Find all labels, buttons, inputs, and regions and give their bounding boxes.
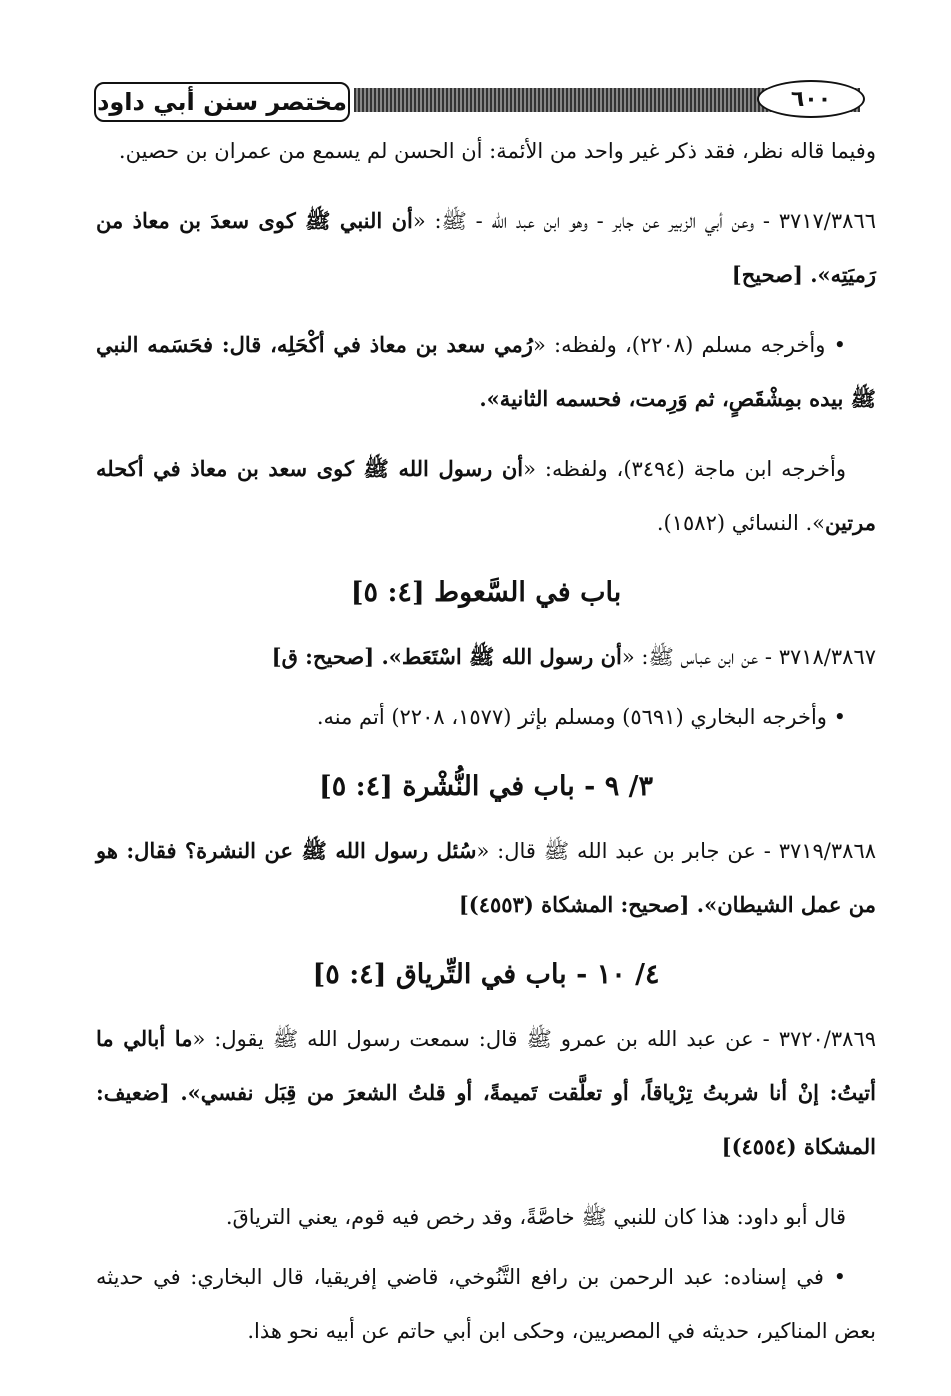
hadith-matn: أن رسول الله ﷺ اسْتَعَط». [صحيح: ق] — [271, 644, 622, 669]
chapter-heading-sauut: باب في السَّعوط [٤: ٥] — [350, 577, 622, 608]
page-header — [94, 80, 876, 126]
hadith-text: ٣٧١٩/٣٨٦٨ - عن جابر بن عبد الله ﷺ قال: « — [476, 839, 876, 863]
chapter-heading-nushra: ٣/ ٩ - باب في النُّشْرة [٤: ٥] — [318, 771, 654, 802]
hadith-matn: أن النبي ﷺ كوى سعدَ بن معاذ من رَميَتِه». [صحيح] — [96, 208, 876, 287]
takhrij-ibn-majah — [96, 442, 876, 550]
takhrij-matn: رُمي سعد بن معاذ في أكْحَلِه، قال: فحَسَمه النبي ﷺ بيده بمِشْقَصٍ، ثم وَرِمت، فحسمه الثانية». — [96, 332, 876, 411]
hadith-matn: ما أبالي ما أتيتُ: إنْ أنا شربتُ تِرْياقاً، أو تعلَّقت تَميمةً، أو قلتُ الشعرَ من قِبَل نفسي». [ضعيف: المشكاة (٤٥٥٤)] — [96, 1026, 876, 1159]
hadith-3868 — [96, 824, 876, 932]
hadith-3866 — [96, 194, 876, 302]
takhrij-tail: ». النسائي (١٥٨٢). — [656, 511, 825, 535]
hadith-text: ٣٧١٨/٣٨٦٧ - عن ابن عباس ﷺ: « — [621, 645, 876, 669]
hadith-matn: سُئل رسول الله ﷺ عن النشرة؟ فقال: هو من عمل الشيطان». [صحيح: المشكاة (٤٥٥٣)] — [96, 838, 876, 917]
paragraph-continuation: وفيما قاله نظر، فقد ذكر غير واحد من الأئمة: أن الحسن لم يسمع من عمران بن حصين. — [118, 139, 876, 163]
takhrij-text: وأخرجه ابن ماجة (٣٤٩٤)، ولفظه: « — [523, 457, 846, 481]
hadith-text: ٣٧٢٠/٣٨٦٩ - عن عبد الله بن عمرو ﷺ قال: سمعت رسول الله ﷺ يقول: « — [192, 1027, 876, 1051]
takhrij-text: • وأخرجه مسلم (٢٢٠٨)، ولفظه: « — [532, 333, 846, 357]
takhrij-bukhari: • وأخرجه البخاري (٥٦٩١) ومسلم بإثر (١٥٧٧، ٢٢٠٨) أتم منه. — [316, 705, 846, 729]
takhrij-matn: أن رسول الله ﷺ كوى سعد بن معاذ في أكحله مرتين — [96, 456, 876, 535]
chapter-heading-tiryaq: ٤/ ١٠ - باب في التِّرياق [٤: ٥] — [312, 959, 660, 990]
takhrij-muslim — [96, 318, 876, 426]
book-title: مختصر سنن أبي داود — [94, 82, 350, 122]
page-number: ٦٠٠ — [757, 80, 865, 118]
isnad-note: • في إسناده: عبد الرحمن بن رافع التَّنُوخي، قاضي إفريقيا، قال البخاري: في حديثه بعض المناكير، حديثه في المصريين، وحكى ابن أبي حاتم عن أبيه نحو هذا. — [96, 1265, 876, 1343]
hadith-3867 — [96, 630, 876, 684]
page-body — [96, 124, 876, 1358]
hadith-3869 — [96, 1012, 876, 1174]
abu-dawud-comment: قال أبو داود: هذا كان للنبي ﷺ خاصَّةً، وقد رخص فيه قوم، يعني الترياقَ. — [225, 1205, 846, 1229]
hadith-text: ٣٧١٧/٣٨٦٦ - وعن أبي الزبير عن جابر - وهو ابن عبد الله - ﷺ: « — [412, 209, 876, 233]
